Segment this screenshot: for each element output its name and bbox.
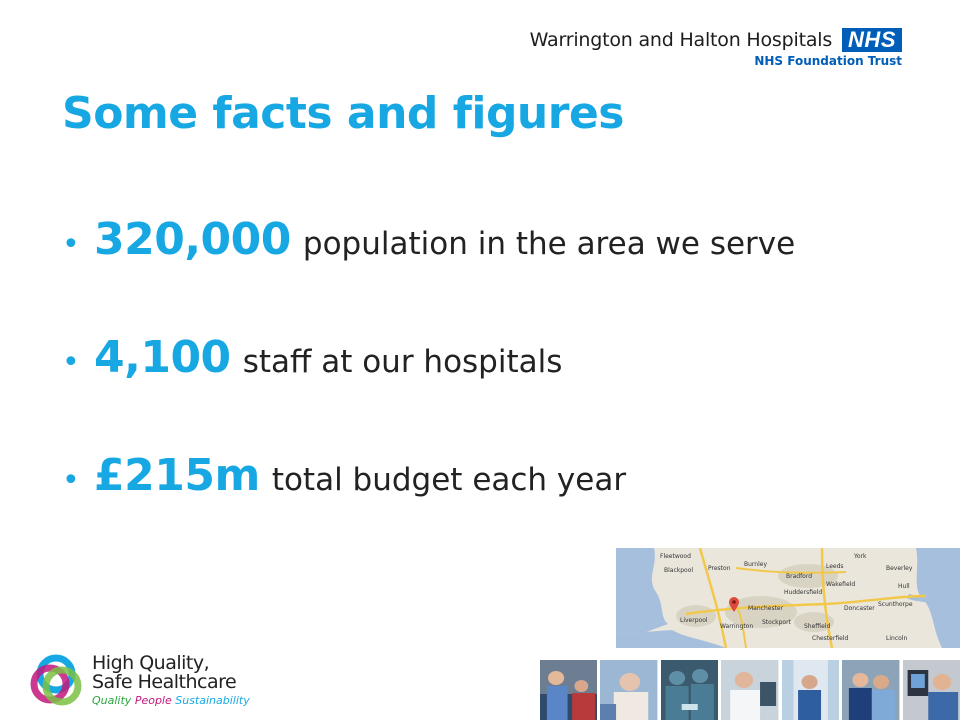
map-label: Bradford (786, 573, 813, 580)
map-label: York (854, 553, 867, 560)
fact-text: population in the area we serve (302, 226, 796, 262)
logo-line-1: High Quality, (92, 652, 210, 674)
photo-nurse-patient (540, 660, 597, 720)
org-branding (530, 28, 902, 68)
map-label: Beverley (886, 565, 913, 572)
map-label: Blackpool (664, 567, 694, 574)
region-map (616, 548, 960, 648)
fact-figure: 4,100 (94, 332, 231, 383)
photo-lab-staff (721, 660, 778, 720)
map-label: Doncaster (844, 605, 875, 612)
photo-surgical-team (661, 660, 718, 720)
map-graphic (616, 548, 960, 648)
photo-nurses (842, 660, 899, 720)
map-label: Chesterfield (812, 635, 849, 642)
map-label: Hull (898, 583, 910, 590)
map-label: Wakefield (826, 581, 856, 588)
bullet-icon: • (62, 227, 80, 262)
org-name: Warrington and Halton Hospitals (529, 29, 833, 51)
fact-text: total budget each year (271, 462, 627, 498)
map-label: Preston (708, 565, 731, 572)
map-label: Warrington (720, 623, 754, 630)
logo-line-2: Safe Healthcare (92, 671, 237, 693)
map-label: Stockport (762, 619, 791, 626)
map-label: Huddersfield (784, 589, 823, 596)
fact-text: staff at our hospitals (242, 344, 563, 380)
staff-photo-strip (540, 660, 960, 720)
fact-figure: 320,000 (94, 214, 291, 265)
org-line (530, 28, 902, 52)
tagline-quality: Quality (92, 694, 132, 707)
map-label: Fleetwood (660, 553, 691, 560)
campaign-logo-text (92, 654, 250, 706)
map-label: Manchester (748, 605, 784, 612)
map-label: Scunthorpe (878, 601, 913, 608)
map-label: Liverpool (680, 617, 708, 624)
map-label: Leeds (826, 563, 844, 570)
photo-ward-equipment (903, 660, 960, 720)
trust-name: NHS Foundation Trust (754, 54, 902, 68)
bullet-icon: • (62, 463, 80, 498)
tagline-people: People (134, 694, 172, 707)
fact-staff (62, 332, 795, 450)
map-label: Lincoln (886, 635, 908, 642)
bullet-icon: • (62, 345, 80, 380)
rings-logo-icon (28, 652, 84, 708)
fact-population (62, 214, 795, 332)
nhs-logo: NHS (842, 28, 902, 52)
map-label: Sheffield (804, 623, 831, 630)
campaign-logo (28, 652, 250, 708)
page-title: Some facts and figures (62, 88, 624, 139)
photo-hospital-corridor (782, 660, 839, 720)
tagline-sustainability: Sustainability (175, 694, 250, 707)
photo-elderly-patient (600, 660, 657, 720)
facts-list (62, 214, 795, 568)
fact-figure: £215m (94, 450, 260, 501)
logo-tagline (92, 695, 250, 706)
map-label: Burnley (744, 561, 767, 568)
